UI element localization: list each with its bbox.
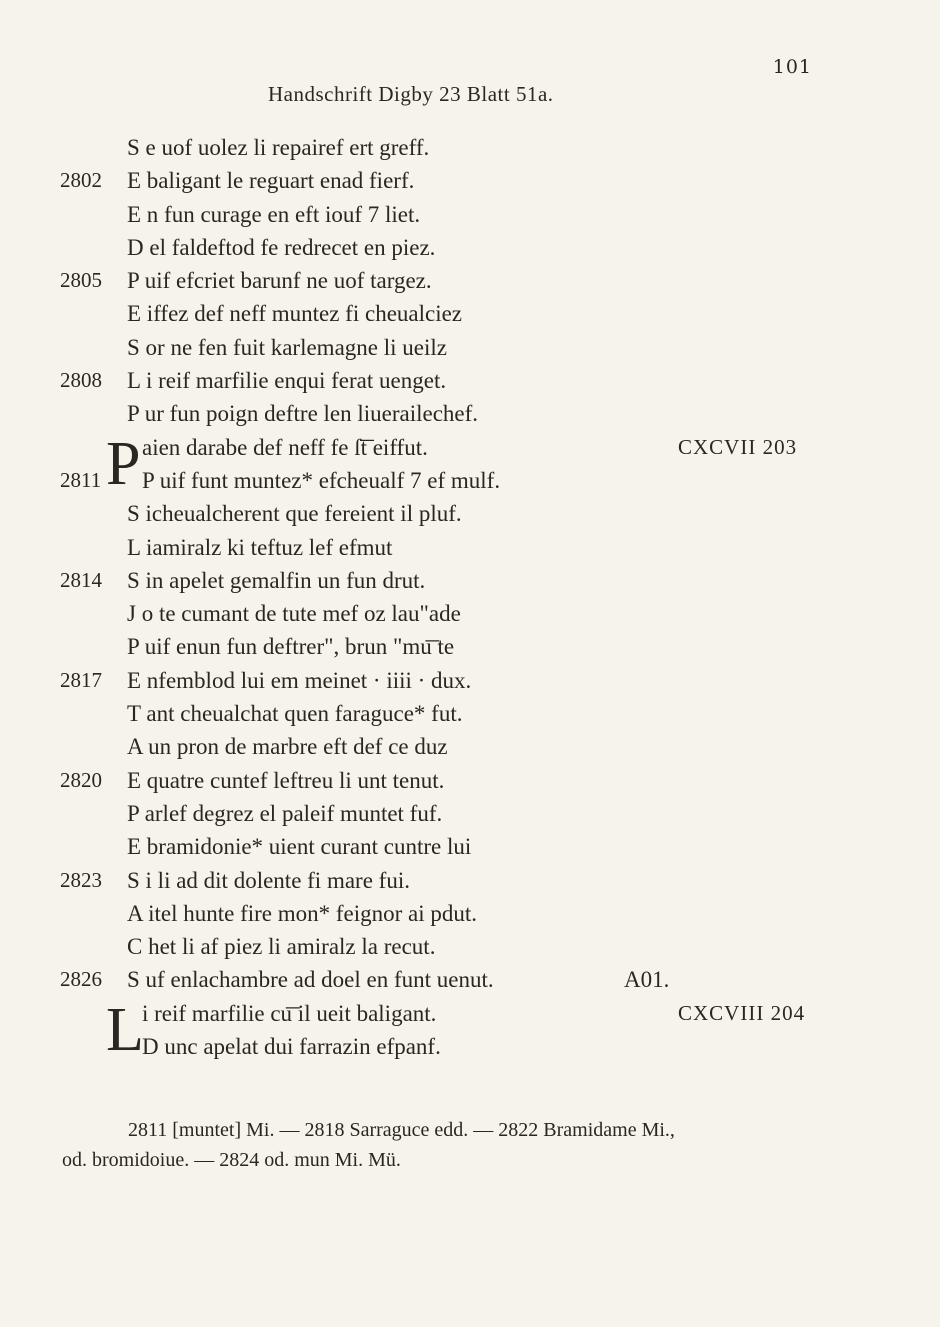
page-number: 101: [772, 56, 812, 78]
verse-text: T ant cheualchat quen faraguce* fut.: [127, 701, 463, 727]
verse-text: A itel hunte fire mon* feignor ai pdut.: [127, 900, 478, 926]
verse-text: E nfemblod lui em meinet · iiii · dux.: [127, 667, 472, 693]
verse-line: [0, 264, 940, 297]
verse-number: 2802: [60, 168, 102, 193]
verse-line: [0, 963, 940, 996]
verse-text: S i li ad dit dolente fi mare fui.: [127, 867, 410, 893]
verse-text: aien darabe def neff fe ſ͞t eiffut.: [142, 434, 428, 460]
verse-line: [0, 564, 940, 597]
verse-list: [0, 131, 940, 1063]
verse-text: E baligant le reguart enad fierf.: [127, 168, 415, 194]
verse-number: 2811: [60, 467, 102, 492]
laisse-number: CXCVII 203: [678, 434, 798, 459]
verse-line: [0, 830, 940, 863]
verse-line: [0, 364, 940, 397]
verse-line: [0, 930, 940, 963]
verse-text: P uif enun fun deftrer", brun "mu͞ te: [127, 634, 455, 660]
verse-text: L i reif marfilie enqui ferat uenget.: [127, 368, 447, 394]
verse-text: S or ne fen fuit karlemagne li ueilz: [127, 334, 447, 360]
verse-line: [0, 730, 940, 763]
verse-number: 2823: [60, 867, 102, 892]
verse-text: E bramidonie* uient curant cuntre lui: [127, 834, 472, 860]
footnotes: [62, 1115, 842, 1175]
verse-text: i reif marfilie cu͞ il ueit baligant.: [142, 1000, 437, 1026]
footnote-line: od. bromidoiue. — 2824 od. mun Mi. Mü.: [62, 1149, 401, 1171]
verse-text: D unc apelat dui farrazin efpanf.: [142, 1034, 441, 1060]
verse-text: J o te cumant de tute mef oz lau"ade: [127, 601, 461, 627]
verse-text: E n fun curage en eft iouf 7 liet.: [127, 201, 421, 227]
verse-number: 2814: [60, 567, 102, 592]
drop-capital: P: [106, 429, 141, 498]
verse-number: 2826: [60, 967, 102, 992]
verse-line: [0, 1030, 940, 1063]
verse-line: [0, 131, 940, 164]
verse-line: [0, 464, 940, 497]
verse-line: [0, 697, 940, 730]
verse-text: S icheualcherent que fereient il pluf.: [127, 501, 462, 527]
verse-line: [0, 797, 940, 830]
verse-line: [0, 497, 940, 530]
verse-text: S uf enlachambre ad doel en funt uenut.: [127, 967, 494, 993]
verse-text: E iffez def neff muntez fi cheualciez: [127, 301, 463, 327]
verse-line: [0, 864, 940, 897]
verse-text: S e uof uolez li repairef ert greff.: [127, 135, 430, 160]
verse-text: P uif efcriet barunf ne uof targez.: [127, 268, 432, 294]
verse-text: A un pron de marbre eft def ce duz: [127, 734, 448, 760]
verse-number: 2820: [60, 767, 102, 792]
verse-text: E quatre cuntef leftreu li unt tenut.: [127, 767, 445, 793]
drop-capital: L: [106, 995, 144, 1064]
verse-line: [0, 331, 940, 364]
verse-number: 2808: [60, 368, 102, 393]
verse-line: [0, 397, 940, 430]
verse-text: P uif funt muntez* efcheualf 7 ef mulf.: [142, 467, 501, 493]
verse-line: [0, 531, 940, 564]
footnote-line: 2811 [muntet] Mi. — 2818 Sarraguce edd. — 2822 Bramidame Mi.,: [128, 1119, 675, 1141]
verse-number: 2805: [60, 268, 102, 293]
verse-line: [0, 231, 940, 264]
verse-line: [0, 164, 940, 197]
verse-text: P ur fun poign deftre len liuerailechef.: [127, 401, 479, 427]
verse-line: [0, 198, 940, 231]
verse-line: [0, 630, 940, 663]
folio-mark: A01.: [624, 967, 670, 993]
running-head: Handschrift Digby 23 Blatt 51a.: [268, 82, 554, 106]
verse-line: [0, 597, 940, 630]
verse-text: C het li af piez li amiralz la recut.: [127, 934, 436, 960]
verse-line: [0, 297, 940, 330]
verse-line: [0, 664, 940, 697]
verse-text: P arlef degrez el paleif muntet fuf.: [127, 800, 443, 826]
verse-line: [0, 764, 940, 797]
verse-number: 2817: [60, 667, 102, 692]
verse-text: L iamiralz ki teftuz lef efmut: [127, 534, 393, 560]
verse-text: D el faldeftod fe redrecet en piez.: [127, 234, 436, 260]
verse-text: S in apelet gemalfin un fun drut.: [127, 567, 426, 593]
verse-line: [0, 897, 940, 930]
laisse-number: CXCVIII 204: [678, 1000, 806, 1025]
